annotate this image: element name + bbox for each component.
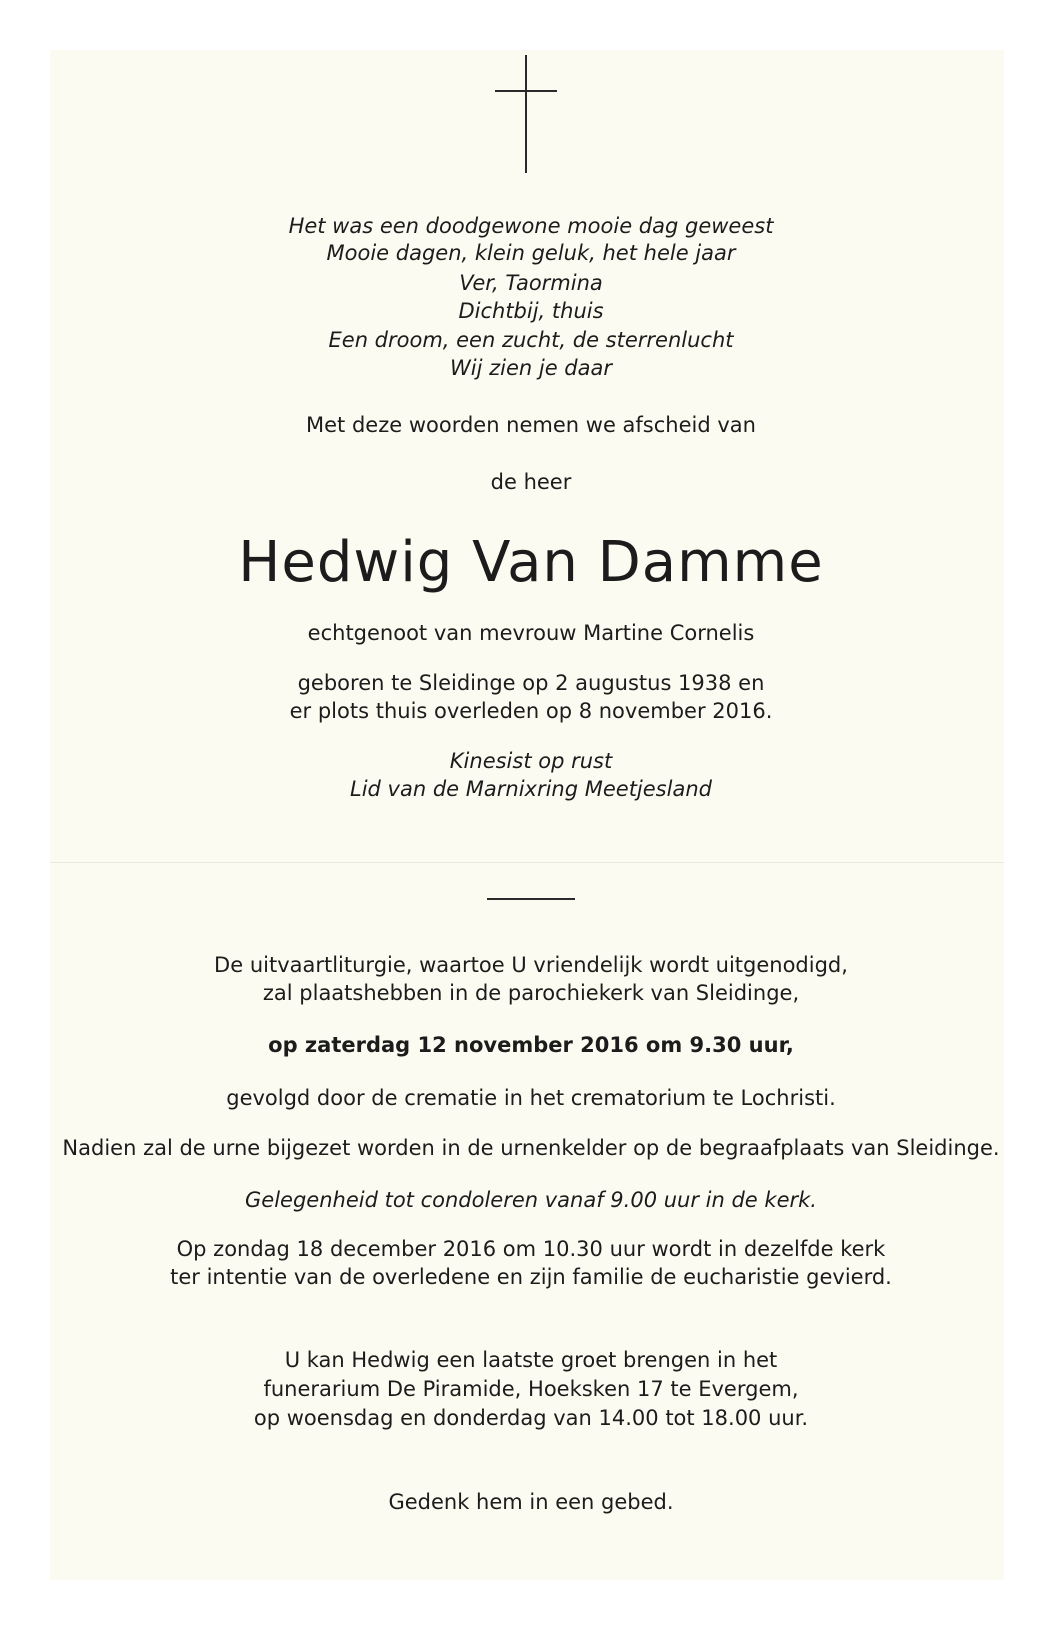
spouse-text: echtgenoot van mevrouw Martine Cornelis bbox=[307, 621, 755, 645]
deceased-name: Hedwig Van Damme bbox=[238, 530, 824, 595]
visit-text: U kan Hedwig een laatste groet brengen in het bbox=[284, 1348, 778, 1372]
cremation-text: gevolgd door de crematie in het crematorium te Lochristi. bbox=[226, 1086, 836, 1110]
poem-line: Wij zien je daar bbox=[449, 356, 612, 380]
visit-text: funerarium De Piramide, Hoeksken 17 te Evergem, bbox=[263, 1377, 799, 1401]
funeral-date: op zaterdag 12 november 2016 om 9.30 uur, bbox=[268, 1033, 794, 1057]
urn-text: Nadien zal de urne bijgezet worden in de urnenkelder op de begraafplaats van Sleidinge. bbox=[62, 1136, 1000, 1160]
funeral-invitation: De uitvaartliturgie, waartoe U vriendelijk wordt uitgenodigd, bbox=[214, 953, 848, 977]
fold-line bbox=[50, 862, 1004, 863]
role-line: Lid van de Marnixring Meetjesland bbox=[350, 777, 712, 801]
farewell-text: Met deze woorden nemen we afscheid van bbox=[306, 413, 756, 437]
cross-icon-bar bbox=[495, 90, 557, 92]
mass-text: Op zondag 18 december 2016 om 10.30 uur wordt in dezelfde kerk bbox=[176, 1237, 886, 1261]
poem-line: Dichtbij, thuis bbox=[458, 299, 604, 323]
closing-text: Gedenk hem in een gebed. bbox=[388, 1490, 674, 1514]
condolence-text: Gelegenheid tot condoleren vanaf 9.00 uur in de kerk. bbox=[245, 1188, 817, 1212]
poem-line: Het was een doodgewone mooie dag geweest bbox=[288, 214, 774, 238]
birth-text: geboren te Sleidinge op 2 augustus 1938 en bbox=[297, 671, 765, 695]
mass-text: ter intentie van de overledene en zijn familie de eucharistie gevierd. bbox=[170, 1265, 892, 1289]
poem-line: Mooie dagen, klein geluk, het hele jaar bbox=[326, 241, 736, 265]
honorific: de heer bbox=[490, 470, 572, 494]
death-text: er plots thuis overleden op 8 november 2016. bbox=[289, 699, 773, 723]
cross-icon bbox=[525, 55, 527, 173]
visit-text: op woensdag en donderdag van 14.00 tot 18.00 uur. bbox=[253, 1406, 809, 1430]
role-line: Kinesist op rust bbox=[449, 749, 613, 773]
separator-rule bbox=[487, 898, 575, 900]
funeral-location: zal plaatshebben in de parochiekerk van Sleidinge, bbox=[262, 981, 800, 1005]
poem-line: Ver, Taormina bbox=[459, 271, 603, 295]
poem-line: Een droom, een zucht, de sterrenlucht bbox=[328, 328, 734, 352]
